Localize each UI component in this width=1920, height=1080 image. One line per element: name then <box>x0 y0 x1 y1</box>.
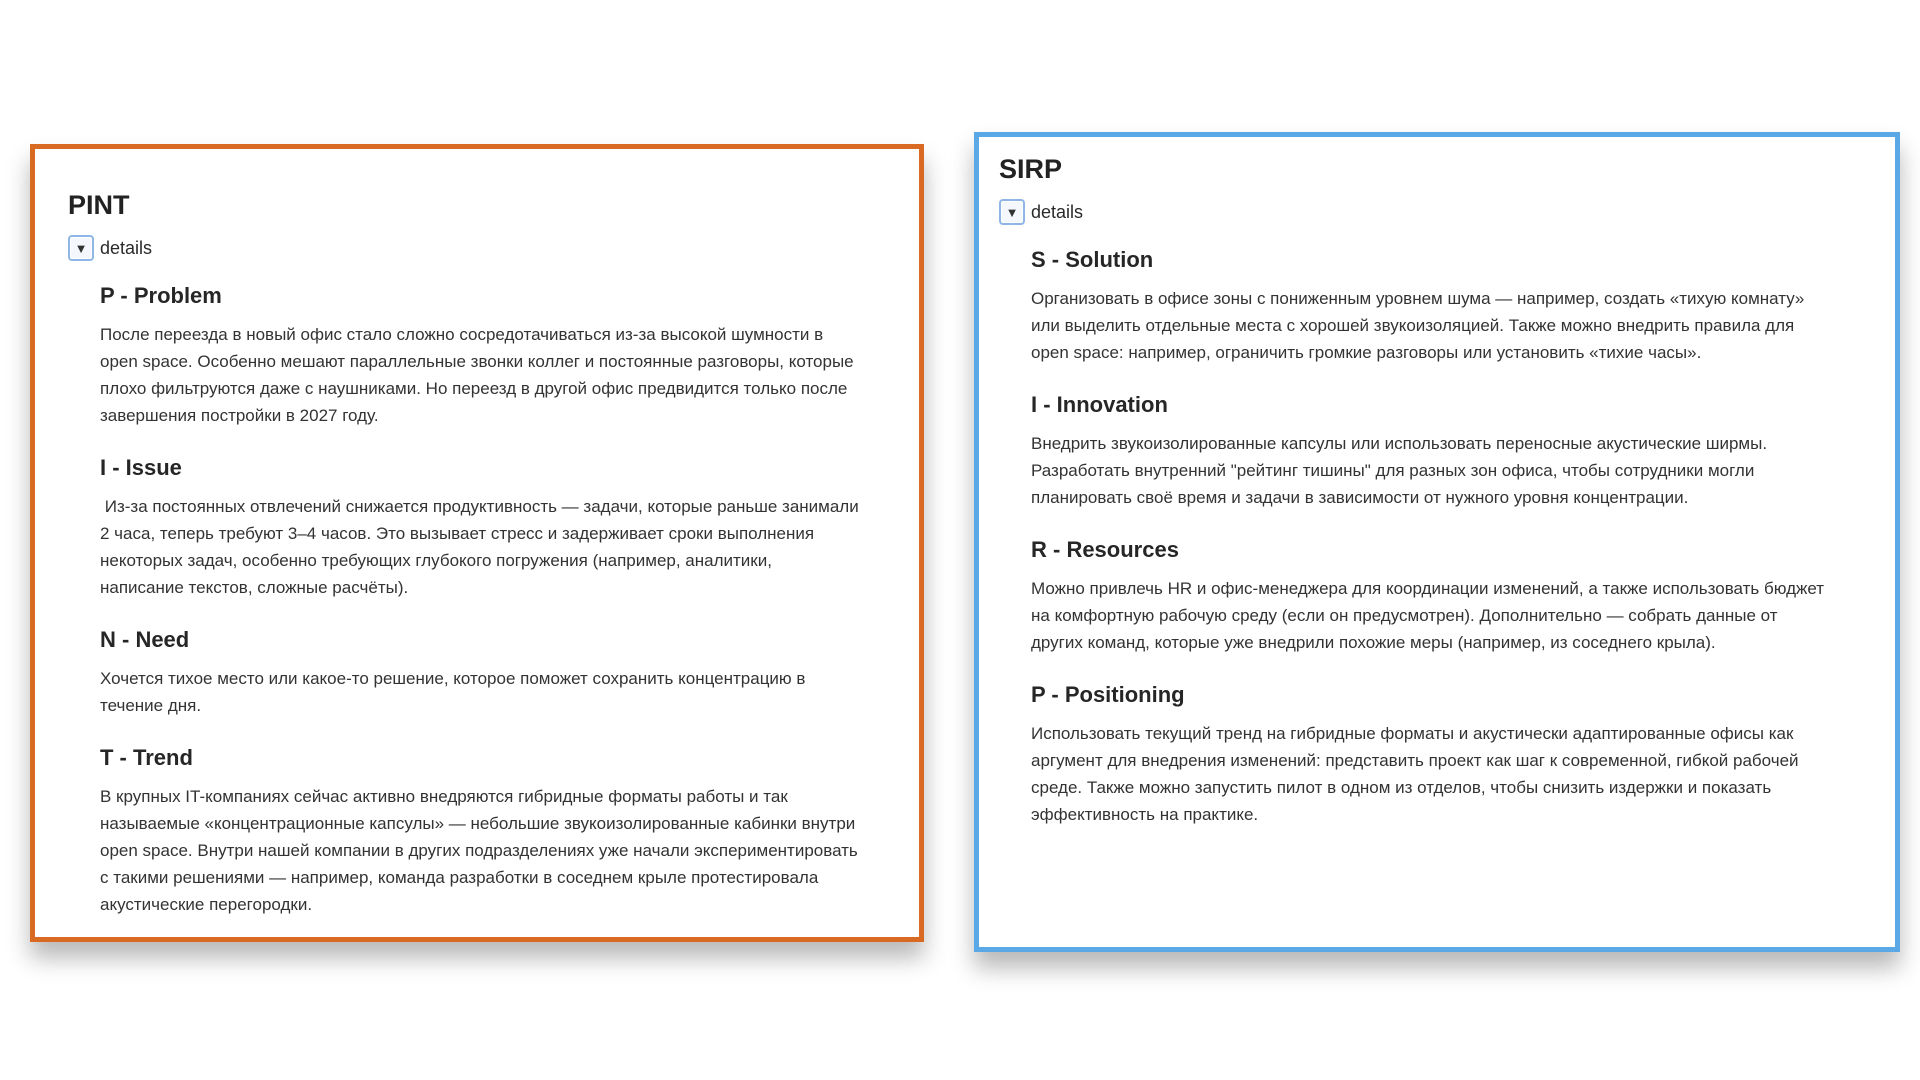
sirp-details-label[interactable]: details <box>1031 201 1084 222</box>
section-heading: P - Positioning <box>1031 682 1185 707</box>
pint-title: PINT <box>68 190 130 220</box>
pint-details-toggle-button[interactable] <box>68 235 94 261</box>
pint-details-label[interactable]: details <box>100 237 153 258</box>
section-heading: R - Resources <box>1031 537 1179 562</box>
pint-sections <box>68 281 864 918</box>
sirp-card <box>974 132 1900 952</box>
sirp-section-positioning <box>1031 680 1825 828</box>
sirp-details-toggle-button[interactable] <box>999 199 1025 225</box>
section-heading: I - Issue <box>100 455 182 480</box>
section-heading: T - Trend <box>100 745 193 770</box>
sirp-section-resources <box>1031 535 1825 656</box>
pint-section-issue <box>100 453 864 601</box>
section-heading: S - Solution <box>1031 247 1154 272</box>
sirp-sections <box>999 245 1825 828</box>
section-text: После переезда в новый офис стало сложно сосредотачиваться из-за высокой шумности в open space. Особенно мешают параллельные звонки коллег и постоянные разговоры, которые плохо фильтруются даже с наушниками. Но переезд в другой офис предвидится только после завершения постройки в 2027 году. <box>100 325 854 425</box>
sirp-title: SIRP <box>999 154 1063 184</box>
section-heading: I - Innovation <box>1031 392 1168 417</box>
section-heading: P - Problem <box>100 283 222 308</box>
triangle-down-icon: ▼ <box>74 240 88 256</box>
section-text: Из-за постоянных отвлечений снижается продуктивность — задачи, которые раньше занимали 2 часа, теперь требуют 3–4 часов. Это вызывает стресс и задерживает сроки выполнения некоторых задач, особенно требующих глубокого погружения (например, аналитики, написание текстов, сложные расчёты). <box>100 497 864 597</box>
section-heading: N - Need <box>100 627 190 652</box>
pint-section-problem <box>100 281 859 429</box>
section-text: Использовать текущий тренд на гибридные форматы и акустически адаптированные офисы как аргумент для внедрения изменений: представить проект как шаг к современной, гибкой рабочей среде. Также можно запустить пилот в одном из отделов, чтобы снизить издержки и показать эффективность на практике. <box>1031 724 1799 824</box>
pint-section-trend <box>100 743 859 918</box>
sirp-details-summary[interactable] <box>999 197 1825 227</box>
section-text: Хочется тихое место или какое-то решение, которое поможет сохранить концентрацию в течение дня. <box>100 669 806 715</box>
section-text: Можно привлечь HR и офис-менеджера для координации изменений, а также использовать бюджет на комфортную рабочую среду (если он предусмотрен). Дополнительно — собрать данные от других команд, которые уже внедрили похожие меры (например, из соседнего крыла). <box>1031 579 1825 652</box>
pint-section-need <box>100 625 859 719</box>
section-text: Внедрить звукоизолированные капсулы или использовать переносные акустические ширмы. Разработать внутренний "рейтинг тишины" для разных зон офиса, чтобы сотрудники могли планировать своё время и задачи в зависимости от нужного уровня концентрации. <box>1031 434 1768 507</box>
pint-card <box>30 144 924 942</box>
triangle-down-icon: ▼ <box>1005 204 1019 220</box>
sirp-section-solution <box>1031 245 1825 366</box>
section-text: Организовать в офисе зоны с пониженным уровнем шума — например, создать «тихую комнату» или выделить отдельные места с хорошей звукоизоляцией. Также можно внедрить правила для open space: например, ограничить громкие разговоры или установить «тихие часы». <box>1031 289 1805 362</box>
section-text: В крупных IT-компаниях сейчас активно внедряются гибридные форматы работы и так называемые «концентрационные капсулы» — небольшие звукоизолированные кабинки внутри open space. Внутри нашей компании в других подразделениях уже начали экспериментировать с такими решениями — например, команда разработки в соседнем крыле протестировала акустические перегородки. <box>100 787 858 914</box>
pint-details-summary[interactable] <box>68 233 859 263</box>
sirp-section-innovation <box>1031 390 1825 511</box>
